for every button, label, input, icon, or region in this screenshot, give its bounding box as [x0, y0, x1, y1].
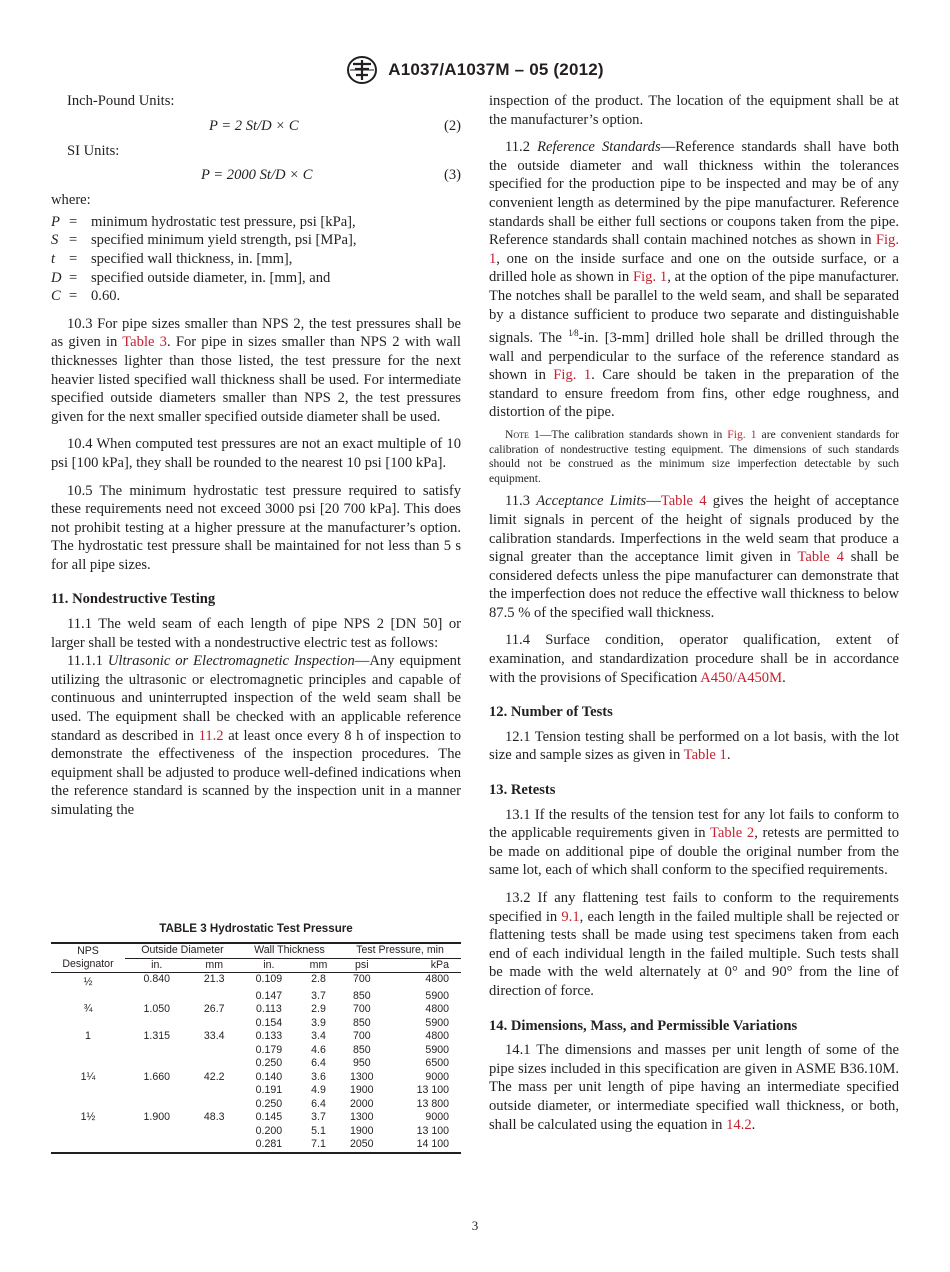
section-14-2-link[interactable]: 14.2	[726, 1116, 752, 1133]
table-cell-kpa: 13 100	[416, 1084, 449, 1096]
document-title: A1037/A1037M – 05 (2012)	[388, 60, 604, 79]
paragraph-10-3	[51, 315, 461, 427]
table-cell-kpa: 9000	[425, 1070, 449, 1083]
paragraph-number: 11.1.1	[67, 653, 108, 670]
section-14-heading: 14. Dimensions, Mass, and Permissible Variations	[489, 1017, 798, 1034]
variable-list	[51, 213, 461, 306]
table-cell-od-in	[125, 1017, 189, 1031]
paragraph-text: .	[782, 669, 786, 686]
fraction: 1⁄8	[568, 328, 579, 339]
table-row	[51, 973, 461, 990]
paragraph-11-1-1	[51, 652, 461, 819]
table-cell-od-mm	[189, 1057, 240, 1071]
table-cell-w-mm: 5.1	[311, 1124, 326, 1137]
table-cell-kpa: 13 100	[416, 1124, 449, 1137]
table-cell-nps	[51, 1057, 125, 1071]
table-cell-psi: 1300	[350, 1111, 374, 1123]
paragraph-number: 11.3	[505, 493, 537, 510]
table-cell-psi: 1900	[350, 1084, 374, 1096]
paragraph-14-1	[489, 1041, 899, 1134]
variable-row	[51, 269, 461, 288]
header-outside-diameter: Outside Diameter	[125, 943, 240, 958]
table-cell-kpa: 9000	[425, 1111, 449, 1123]
paragraph-13-1	[489, 806, 899, 880]
table-cell-psi: 950	[352, 1057, 371, 1069]
paragraph-text: , at the option of the pipe manufacturer. The notches shall be parallel to the weld seam, and shall be separated by a distance sufficient to produce two separate and distinguishable signals. The	[489, 269, 899, 346]
table-cell-psi: 850	[352, 1043, 371, 1056]
paragraph-text: at least once every 8 h of inspection to demonstrate the effectiveness of the inspection procedures. The equipment shall be adjusted to produce well-defined indications when the reference standard is scanned by the inspection unit in a manner simulating the	[51, 727, 461, 818]
table-row	[51, 1071, 461, 1085]
section-9-1-link[interactable]: 9.1	[561, 908, 580, 925]
table-cell-w-in: 0.200	[255, 1124, 283, 1137]
page-header	[0, 55, 950, 85]
table-row	[51, 1098, 461, 1112]
paragraph-title: Ultrasonic or Electromagnetic Inspection	[107, 653, 355, 670]
table-cell-kpa: 4800	[425, 1003, 449, 1015]
equation-2-expression: P = 2 St/D × C	[209, 117, 299, 134]
table-row	[51, 1111, 461, 1125]
table-4-link[interactable]: Table 4	[660, 493, 707, 510]
equation-2	[51, 117, 461, 136]
paragraph-text: —Reference standards shall have both the outside diameter and wall thickness within the tolerances specified for the production pipe to be inspected and may be of any convenient length as determined by the pipe manufacturer. Reference standards shall be either full sections or coupons taken from the pipe. Reference standards shall contain machined notches as shown in	[489, 139, 899, 249]
table-cell-od-in: 1.050	[143, 1003, 171, 1015]
paragraph-text: shall be considered defects unless the pipe manufacturer can demonstrate that the imperfection does not reduce the effective wall thickness to below 87.5 % of the specified wall thickness.	[489, 549, 900, 621]
variable-row	[51, 213, 461, 232]
table-cell-w-in: 0.145	[255, 1111, 283, 1123]
table-cell-od-in	[125, 1044, 189, 1058]
paragraph-text: 13.1 If the results of the tension test for any lot fails to conform to the applicable requirements given in	[489, 806, 899, 842]
table-row	[51, 1057, 461, 1071]
variable-equals: =	[69, 288, 78, 305]
table-2-link[interactable]: Table 2	[709, 825, 755, 842]
table-cell-w-in: 0.250	[255, 1057, 283, 1069]
paragraph-text: -in. [3-mm] drilled hole shall be drilled through the wall and perpendicular to the surface of the reference standard as shown in	[489, 329, 899, 384]
variable-row	[51, 231, 461, 250]
page-number: 3	[471, 1218, 479, 1233]
table-cell-w-mm: 3.6	[311, 1070, 326, 1083]
table-cell-w-in: 0.154	[255, 1016, 283, 1029]
header-nps: NPS Designator	[51, 943, 125, 973]
table-cell-w-mm: 6.4	[311, 1057, 326, 1069]
variable-symbol: D	[51, 269, 62, 286]
table-cell-w-mm: 7.1	[311, 1138, 326, 1150]
unit-wall-mm: mm	[298, 958, 339, 973]
variable-description: minimum hydrostatic test pressure, psi [kPa],	[91, 213, 356, 230]
table-row	[51, 1138, 461, 1153]
table-cell-kpa: 5900	[425, 1043, 449, 1056]
table-cell-od-mm	[189, 1084, 240, 1098]
table-cell-od-mm	[189, 1138, 240, 1153]
header-test-pressure: Test Pressure, min	[339, 943, 461, 958]
table-cell-w-in: 0.281	[255, 1138, 283, 1150]
table-cell-od-mm: 21.3	[203, 973, 225, 985]
section-13-heading: 13. Retests	[489, 782, 556, 799]
paragraph-text: .	[751, 1116, 756, 1133]
table-cell-nps	[51, 1098, 125, 1112]
table-cell-kpa: 4800	[425, 973, 449, 985]
table-row	[51, 1044, 461, 1058]
table-cell-psi: 700	[352, 1030, 371, 1042]
paragraph-11-2	[489, 138, 899, 422]
paragraph-13-2	[489, 889, 899, 1001]
paragraph-dash: —	[646, 493, 661, 510]
paragraph-11-3	[489, 492, 899, 622]
unit-kpa: kPa	[385, 958, 462, 973]
table-cell-w-mm: 2.9	[311, 1003, 326, 1015]
table-cell-w-mm: 6.4	[311, 1097, 326, 1110]
paragraph-text: .	[726, 747, 731, 764]
equation-3	[51, 166, 461, 185]
table-cell-psi: 700	[352, 1003, 371, 1015]
table-4-link[interactable]: Table 4	[797, 549, 844, 566]
paragraph-10-4: 10.4 When computed test pressures are not an exact multiple of 10 psi [100 kPa], they shall be rounded to the nearest 10 psi [100 kPa].	[51, 436, 461, 471]
table-row	[51, 1017, 461, 1031]
table-row	[51, 990, 461, 1004]
paragraph-text: , one on the inside surface and one on the outside surface, or a drilled hole as shown in	[489, 250, 899, 286]
table-cell-od-in	[125, 1125, 189, 1139]
paragraph-text: , retests are permitted to be made on additional pipe of double the original number from the same lot, each of which shall conform to the specified requirements.	[489, 825, 899, 879]
table-cell-nps	[51, 1125, 125, 1139]
table-cell-nps: ½	[83, 976, 93, 988]
table-cell-w-mm: 3.9	[311, 1016, 326, 1029]
variable-symbol: t	[51, 250, 56, 267]
fig-1-link[interactable]: Fig. 1	[727, 427, 757, 441]
note-text: —The calibration standards shown in	[539, 427, 728, 441]
variable-equals: =	[69, 250, 78, 267]
paragraph-text: 10.3 For pipe sizes smaller than NPS 2, the test pressures shall be as given in	[51, 315, 461, 351]
table-cell-od-mm	[189, 1017, 240, 1031]
right-column	[489, 92, 899, 1134]
table-cell-od-mm: 48.3	[203, 1111, 225, 1123]
table-cell-od-in	[125, 1084, 189, 1098]
equation-2-number: (2)	[443, 117, 461, 134]
paragraph-text: 14.1 The dimensions and masses per unit length of some of the pipe sizes included in this specification are given in ASME B36.10M. The mass per unit length of pipe having an intermediate specified outside diameter, or intermediate specified wall thickness, or both, shall be calculated using the equation in	[489, 1042, 899, 1133]
table-cell-psi: 1900	[350, 1124, 374, 1137]
unit-od-in: in.	[125, 958, 189, 973]
table-cell-w-in: 0.250	[255, 1097, 283, 1110]
table-cell-od-in	[125, 1098, 189, 1112]
table-cell-kpa: 6500	[425, 1057, 449, 1069]
section-11-heading: 11. Nondestructive Testing	[51, 591, 216, 608]
table-cell-od-in	[125, 1057, 189, 1071]
table-cell-psi: 1300	[350, 1070, 374, 1083]
paragraph-10-5: 10.5 The minimum hydrostatic test pressure required to satisfy these requirements need not exceed 3000 psi [20 700 kPa]. This does not prohibit testing at a higher pressure at the manufacturer’s option. The hydrostatic test pressure shall be maintained for not less than 5 s for all pipe sizes.	[51, 482, 461, 573]
paragraph-11-1: 11.1 The weld seam of each length of pipe NPS 2 [DN 50] or larger shall be tested with a nondestructive electric test as follows:	[51, 616, 461, 651]
left-column	[51, 92, 461, 820]
table-3-link[interactable]: Table 3	[122, 334, 167, 351]
table-cell-od-in: 0.840	[143, 973, 171, 985]
table-cell-w-in: 0.140	[255, 1070, 283, 1083]
table-cell-od-in: 1.315	[143, 1030, 171, 1042]
header-wall-thickness: Wall Thickness	[240, 943, 339, 958]
table-cell-nps: 1½	[80, 1111, 96, 1123]
paragraph-text: gives the height of acceptance limit signals in percent of the height of signals produced by the calibration standards. Imperfections in the weld seam that produce a signal greater than the acceptance limit given in	[489, 493, 899, 566]
astm-logo-icon	[346, 55, 378, 85]
table-cell-od-mm	[189, 1098, 240, 1112]
table-cell-nps	[51, 1084, 125, 1098]
equation-3-number: (3)	[443, 167, 461, 184]
table-cell-kpa: 14 100	[416, 1138, 449, 1150]
variable-description: 0.60.	[91, 288, 121, 305]
table-body	[51, 973, 461, 1153]
equation-3-expression: P = 2000 St/D × C	[201, 167, 313, 184]
table-cell-od-in: 1.900	[143, 1111, 171, 1123]
table-cell-w-mm: 4.6	[311, 1043, 326, 1056]
a450-link[interactable]: A450/A450M	[700, 669, 783, 686]
paragraph-11-4	[489, 631, 899, 687]
variable-description: specified minimum yield strength, psi [MPa],	[91, 232, 357, 249]
table-cell-nps	[51, 1138, 125, 1153]
table-cell-kpa: 13 800	[416, 1097, 449, 1110]
table-cell-nps: ¾	[83, 1003, 93, 1015]
variable-equals: =	[69, 269, 78, 286]
fig-1-link[interactable]: Fig. 1	[553, 367, 592, 384]
table-cell-w-in: 0.133	[255, 1030, 283, 1042]
unit-psi: psi	[339, 958, 384, 973]
table-cell-psi: 850	[352, 1016, 371, 1029]
si-label: SI Units:	[67, 142, 120, 159]
paragraph-continuation: inspection of the product. The location of the equipment shall be at the manufacturer’s option.	[489, 93, 899, 128]
table-cell-od-mm	[189, 990, 240, 1004]
table-cell-od-mm	[189, 1044, 240, 1058]
table-cell-kpa: 4800	[425, 1030, 449, 1042]
fig-1-link[interactable]: Fig. 1	[489, 232, 899, 267]
variable-row	[51, 287, 461, 306]
table-cell-psi: 850	[352, 989, 371, 1002]
table-cell-psi: 2000	[350, 1097, 374, 1110]
unit-wall-in: in.	[240, 958, 298, 973]
note-1	[489, 428, 899, 486]
table-row	[51, 1084, 461, 1098]
variable-equals: =	[69, 213, 78, 230]
note-text: are convenient standards for calibration of nondestructive testing equipment. The dimensions of such standards should not be construed as the minimum size imperfection detectable by such equipment.	[489, 427, 900, 485]
section-12-heading: 12. Number of Tests	[489, 704, 613, 721]
table-cell-w-mm: 3.4	[311, 1030, 326, 1042]
table-row	[51, 1003, 461, 1017]
table-cell-nps: 1¼	[80, 1070, 96, 1083]
note-label: Note 1	[505, 427, 540, 441]
table-cell-w-in: 0.113	[256, 1003, 282, 1015]
table-cell-w-in: 0.179	[255, 1043, 283, 1056]
table-cell-od-mm: 42.2	[203, 1070, 225, 1083]
paragraph-text: 13.2 If any flattening test fails to conform to the requirements specified in	[489, 890, 899, 925]
variable-description: specified wall thickness, in. [mm],	[91, 250, 293, 267]
table-cell-w-in: 0.191	[255, 1084, 283, 1096]
paragraph-number: 11.2	[505, 139, 538, 156]
table-cell-psi: 700	[352, 973, 371, 985]
paragraph-title: Reference Standards	[537, 139, 661, 156]
table-cell-nps	[51, 1017, 125, 1031]
table-cell-nps: 1	[85, 1030, 91, 1042]
table-3-title: TABLE 3 Hydrostatic Test Pressure	[159, 922, 353, 935]
variable-symbol: S	[51, 232, 59, 249]
table-header-row	[51, 943, 461, 958]
table-cell-od-mm: 33.4	[203, 1030, 225, 1042]
table-row	[51, 1030, 461, 1044]
paragraph-text: . Care should be taken in the preparation of the standard to ensure freedom from fins, other edge roughness, and distortion of the pipe.	[489, 367, 900, 421]
paragraph-text: —Any equipment utilizing the ultrasonic or electromagnetic principles and capable of continuous and uninterrupted inspection of the weld seam shall be used. The equipment shall be checked with an applicable reference standard as described in	[51, 653, 461, 744]
variable-symbol: P	[51, 213, 60, 230]
table-cell-od-mm	[189, 1125, 240, 1139]
table-cell-nps	[51, 990, 125, 1004]
variable-symbol: C	[51, 288, 61, 305]
table-row	[51, 1125, 461, 1139]
table-cell-kpa: 5900	[425, 1016, 449, 1029]
table-cell-nps	[51, 1044, 125, 1058]
table-cell-w-in: 0.109	[255, 973, 283, 985]
variable-description: specified outside diameter, in. [mm], and	[91, 269, 331, 286]
table-cell-w-mm: 3.7	[311, 989, 326, 1002]
section-11-2-link[interactable]: 11.2	[198, 727, 224, 744]
paragraph-text: , each length in the failed multiple shall be rejected or flattening tests shall be made using test specimens taken from each end of each individual length in the failed multiple. Such tests shall be made with the weld alternately at 0° and 90° from the line of direction of force.	[489, 908, 899, 999]
table-cell-kpa: 5900	[425, 989, 449, 1002]
paragraph-text: . For pipe in sizes smaller than NPS 2 with wall thicknesses lighter than those listed, the test pressure for the next heavier listed specified wall thickness shall be used. For intermediate specified outside diameters smaller than NPS 2, the test pressures given for the next smaller specified outside diameter shall be used.	[51, 334, 461, 425]
variable-row	[51, 250, 461, 269]
table-cell-od-in: 1.660	[143, 1070, 171, 1083]
unit-od-mm: mm	[189, 958, 240, 973]
hydrostatic-test-table	[51, 942, 461, 1154]
fig-1-link[interactable]: Fig. 1	[632, 269, 668, 286]
inch-pound-label: Inch-Pound Units:	[67, 93, 175, 109]
table-cell-od-in	[125, 1138, 189, 1153]
paragraph-text: 12.1 Tension testing shall be performed on a lot basis, with the lot size and sample sizes as given in	[489, 728, 899, 764]
table-cell-od-mm: 26.7	[203, 1003, 225, 1015]
table-cell-w-mm: 2.8	[311, 973, 326, 985]
table-cell-w-in: 0.147	[255, 989, 283, 1002]
paragraph-12-1	[489, 728, 899, 765]
table-cell-psi: 2050	[350, 1138, 374, 1150]
table-cell-od-in	[125, 990, 189, 1004]
variable-equals: =	[69, 232, 78, 249]
where-label: where:	[51, 192, 91, 209]
paragraph-text: 11.4 Surface condition, operator qualification, extent of examination, and standardization procedure shall be in accordance with the provisions of Specification	[489, 632, 899, 686]
table-cell-w-mm: 3.7	[311, 1111, 326, 1123]
table-cell-w-mm: 4.9	[311, 1084, 326, 1096]
paragraph-title: Acceptance Limits	[536, 493, 647, 510]
table-1-link[interactable]: Table 1	[683, 747, 727, 764]
